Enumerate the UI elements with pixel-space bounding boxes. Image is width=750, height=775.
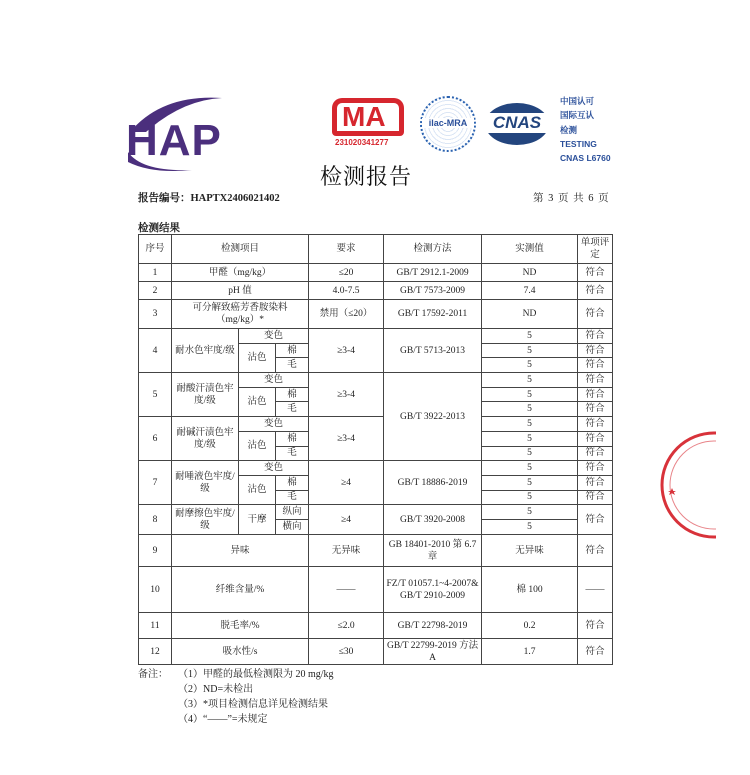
requirement: 无异味 <box>309 535 384 567</box>
judgement: 符合 <box>578 402 613 417</box>
color-change: 变色 <box>239 461 309 476</box>
judgement: 符合 <box>578 461 613 476</box>
fiber: 毛 <box>276 446 309 461</box>
row-number: 9 <box>139 535 172 567</box>
table-row <box>139 417 613 432</box>
requirement: ≤20 <box>309 264 384 282</box>
row-number: 7 <box>139 461 172 505</box>
results-table <box>138 234 613 665</box>
fiber: 棉 <box>276 475 309 490</box>
table-row <box>139 300 613 329</box>
header-value: 实测值 <box>482 235 578 264</box>
row-number: 1 <box>139 264 172 282</box>
measured-value: 7.4 <box>482 282 578 300</box>
measured-value: 5 <box>482 329 578 344</box>
test-item: 耐摩擦色牢度/级 <box>172 505 239 535</box>
requirement: ≥3-4 <box>309 417 384 461</box>
measured-value: 5 <box>482 402 578 417</box>
note-item: （3）*项目检测信息详见检测结果 <box>178 699 328 710</box>
test-item: 耐碱汗渍色牢度/级 <box>172 417 239 461</box>
table-row <box>139 639 613 665</box>
row-number: 3 <box>139 300 172 329</box>
color-change: 变色 <box>239 417 309 432</box>
table-row <box>139 505 613 520</box>
measured-value: 5 <box>482 358 578 373</box>
table-row <box>139 264 613 282</box>
staining: 沾色 <box>239 431 276 460</box>
report-number: 报告编号：HAPTX2406021402 <box>138 193 280 204</box>
requirement: 4.0-7.5 <box>309 282 384 300</box>
rub-mode: 干摩 <box>239 505 276 535</box>
measured-value: ND <box>482 264 578 282</box>
fiber: 毛 <box>276 402 309 417</box>
row-number: 12 <box>139 639 172 665</box>
row-number: 5 <box>139 373 172 417</box>
measured-value: ND <box>482 300 578 329</box>
judgement: 符合 <box>578 639 613 665</box>
judgement: 符合 <box>578 475 613 490</box>
measured-value: 5 <box>482 387 578 402</box>
table-header-row <box>139 235 613 264</box>
cnas-logo: CNAS <box>485 103 549 145</box>
judgement: 符合 <box>578 417 613 432</box>
table-row <box>139 329 613 344</box>
section-title: 检测结果 <box>138 223 180 234</box>
requirement: ≤2.0 <box>309 613 384 639</box>
fiber: 棉 <box>276 387 309 402</box>
judgement: 符合 <box>578 535 613 567</box>
requirement: ≥4 <box>309 461 384 505</box>
judgement: 符合 <box>578 282 613 300</box>
cnas-accreditation-text: 中国认可 国际互认 检测 TESTING CNAS L6760 <box>560 96 611 164</box>
test-method: GB/T 7573-2009 <box>384 282 482 300</box>
red-seal-stamp-icon <box>636 428 716 543</box>
notes: 备注： （1）甲醛的最低检测限为 20 mg/kg （2）ND=未检出 （3）*项目检测信息详见检测结果 （4）“——”=未规定 <box>138 669 334 725</box>
measured-value: 1.7 <box>482 639 578 665</box>
row-number: 11 <box>139 613 172 639</box>
staining: 沾色 <box>239 343 276 372</box>
measured-value: 棉 100 <box>482 567 578 613</box>
requirement: ≥4 <box>309 505 384 535</box>
judgement: 符合 <box>578 613 613 639</box>
test-item: 耐酸汗渍色牢度/级 <box>172 373 239 417</box>
measured-value: 5 <box>482 490 578 505</box>
cma-logo: MA 231020341277 <box>330 98 414 150</box>
requirement: ≥3-4 <box>309 329 384 373</box>
judgement: 符合 <box>578 431 613 446</box>
rub-direction: 纵向 <box>276 505 309 520</box>
test-item: 可分解致癌芳香胺染料（mg/kg）* <box>172 300 309 329</box>
requirement: ≤30 <box>309 639 384 665</box>
staining: 沾色 <box>239 387 276 416</box>
row-number: 10 <box>139 567 172 613</box>
test-item: 异味 <box>172 535 309 567</box>
measured-value: 5 <box>482 373 578 388</box>
staining: 沾色 <box>239 475 276 504</box>
measured-value: 0.2 <box>482 613 578 639</box>
header-judge: 单项评定 <box>578 235 613 264</box>
test-method: GB/T 22799-2019 方法 A <box>384 639 482 665</box>
test-method: GB 18401-2010 第 6.7 章 <box>384 535 482 567</box>
header-no: 序号 <box>139 235 172 264</box>
measured-value: 5 <box>482 446 578 461</box>
judgement: 符合 <box>578 490 613 505</box>
judgement: 符合 <box>578 358 613 373</box>
test-method: GB/T 18886-2019 <box>384 461 482 505</box>
header-req: 要求 <box>309 235 384 264</box>
color-change: 变色 <box>239 373 309 388</box>
header-method: 检测方法 <box>384 235 482 264</box>
fiber: 棉 <box>276 343 309 358</box>
measured-value: 5 <box>482 417 578 432</box>
table-row <box>139 373 613 388</box>
test-method: GB/T 3920-2008 <box>384 505 482 535</box>
test-method: GB/T 2912.1-2009 <box>384 264 482 282</box>
cma-number: 231020341277 <box>335 138 389 147</box>
page-number: 第 3 页 共 6 页 <box>533 193 609 204</box>
measured-value: 5 <box>482 520 578 535</box>
judgement: 符合 <box>578 343 613 358</box>
test-item: 纤维含量/% <box>172 567 309 613</box>
requirement: ≥3-4 <box>309 373 384 417</box>
row-number: 6 <box>139 417 172 461</box>
test-item: 吸水性/s <box>172 639 309 665</box>
table-row <box>139 461 613 476</box>
table-row <box>139 567 613 613</box>
ilac-mra-logo: ilac-MRA <box>420 96 476 152</box>
judgement: 符合 <box>578 329 613 344</box>
table-row <box>139 282 613 300</box>
table-row <box>139 535 613 567</box>
header-item: 检测项目 <box>172 235 309 264</box>
measured-value: 无异味 <box>482 535 578 567</box>
requirement: —— <box>309 567 384 613</box>
test-item: 耐水色牢度/级 <box>172 329 239 373</box>
test-method: GB/T 3922-2013 <box>384 373 482 461</box>
note-item: （4）“——”=未规定 <box>178 714 268 725</box>
fiber: 棉 <box>276 431 309 446</box>
measured-value: 5 <box>482 461 578 476</box>
row-number: 4 <box>139 329 172 373</box>
requirement: 禁用（≤20） <box>309 300 384 329</box>
test-item: pH 值 <box>172 282 309 300</box>
judgement: —— <box>578 567 613 613</box>
row-number: 8 <box>139 505 172 535</box>
table-row <box>139 613 613 639</box>
report-title: 检测报告 <box>320 164 413 189</box>
fiber: 毛 <box>276 490 309 505</box>
measured-value: 5 <box>482 431 578 446</box>
judgement: 符合 <box>578 373 613 388</box>
judgement: 符合 <box>578 264 613 282</box>
test-method: GB/T 5713-2013 <box>384 329 482 373</box>
judgement: 符合 <box>578 387 613 402</box>
test-item: 甲醛（mg/kg） <box>172 264 309 282</box>
test-item: 脱毛率/% <box>172 613 309 639</box>
row-number: 2 <box>139 282 172 300</box>
fiber: 毛 <box>276 358 309 373</box>
test-method: GB/T 22798-2019 <box>384 613 482 639</box>
rub-direction: 横向 <box>276 520 309 535</box>
note-item: （1）甲醛的最低检测限为 20 mg/kg <box>178 669 334 680</box>
judgement: 符合 <box>578 300 613 329</box>
judgement: 符合 <box>578 505 613 535</box>
hap-logo: HAP <box>122 92 232 174</box>
measured-value: 5 <box>482 505 578 520</box>
note-item: （2）ND=未检出 <box>178 684 254 695</box>
color-change: 变色 <box>239 329 309 344</box>
measured-value: 5 <box>482 343 578 358</box>
measured-value: 5 <box>482 475 578 490</box>
test-method: GB/T 17592-2011 <box>384 300 482 329</box>
judgement: 符合 <box>578 446 613 461</box>
test-method: FZ/T 01057.1~4-2007& GB/T 2910-2009 <box>384 567 482 613</box>
test-item: 耐唾液色牢度/级 <box>172 461 239 505</box>
